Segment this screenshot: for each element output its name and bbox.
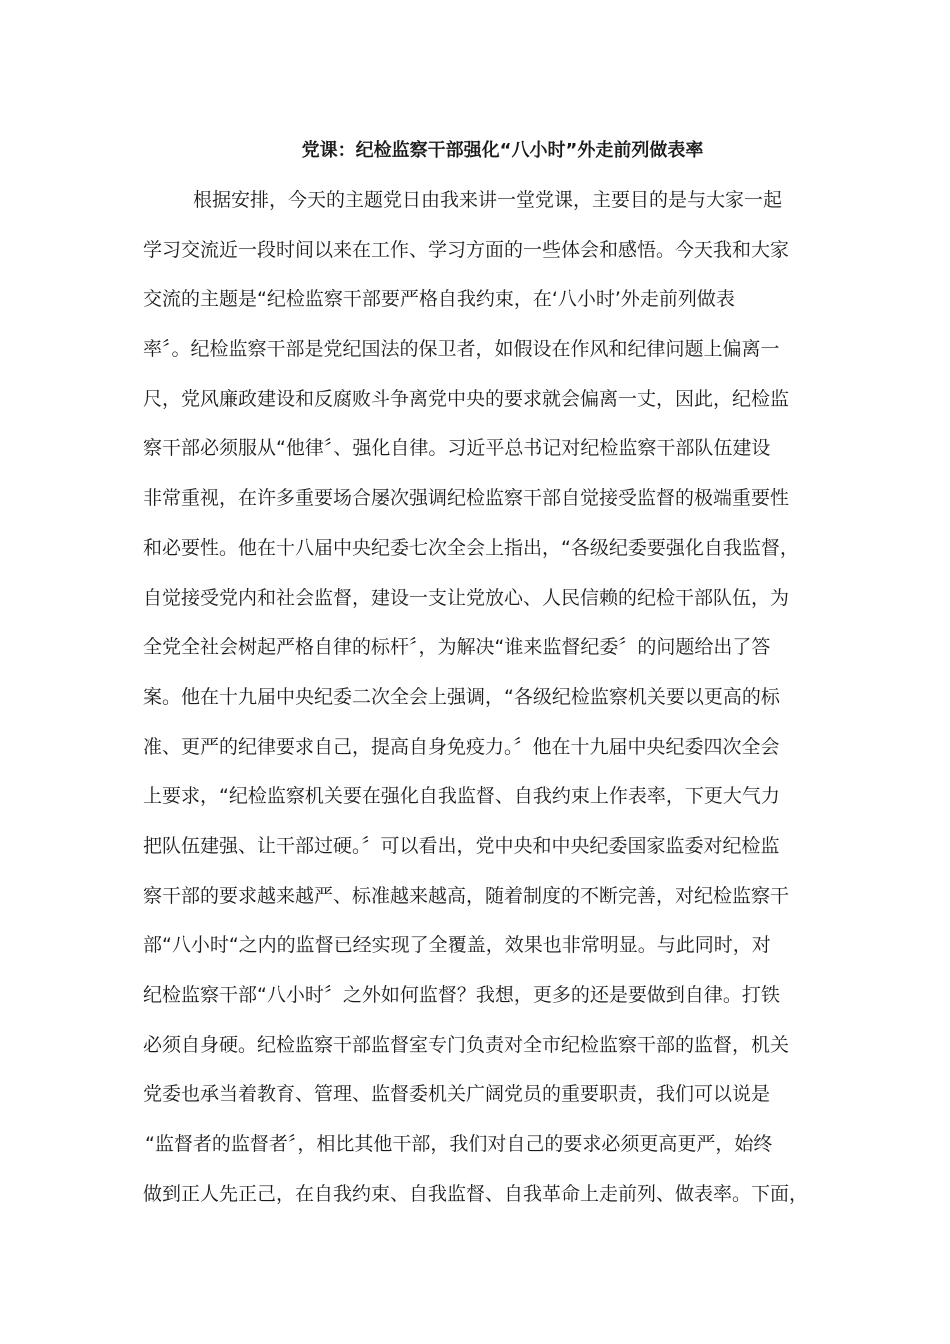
document-body: [143, 186, 813, 1229]
paragraph-line: 必须自身硬。纪检监察干部监督室专门负责对全市纪检监察干部的监督，机关: [143, 1033, 790, 1056]
paragraph-line: 察干部的要求越来越严、标准越来越高，随着制度的不断完善，对纪检监察干: [143, 884, 790, 907]
paragraph-line: 做到正人先正己，在自我约束、自我监督、自我革命上走前列、做表率。下面，: [143, 1182, 809, 1205]
paragraph-line: 全党全社会树起严格自律的标杆〞，为解决“谁来监督纪委〞的问题给出了答: [143, 636, 771, 659]
document-title: 党课：纪检监察干部强化“八小时”外走前列做表率: [301, 140, 704, 161]
paragraph-line: 上要求，“纪检监察机关要在强化自我监督、自我约束上作表率，下更大气力: [143, 785, 780, 808]
paragraph-line: 察干部必须服从“他律〞、强化自律。习近平总书记对纪检监察干部队伍建设: [143, 437, 771, 460]
paragraph-line: 学习交流近一段时间以来在工作、学习方面的一些体会和感悟。今天我和大家: [143, 238, 790, 261]
paragraph-line: 案。他在十九届中央纪委二次全会上强调，“各级纪检监察机关要以更高的标: [143, 685, 780, 708]
paragraph-line: 把队伍建强、让干部过硬。〞可以看出，党中央和中央纪委国家监委对纪检监: [143, 834, 780, 857]
paragraph-line: 纪检监察干部“八小时〞之外如何监督？我想，更多的还是要做到自律。打铁: [143, 984, 780, 1006]
paragraph-line: 率〞。纪检监察干部是党纪国法的保卫者，如假设在作风和纪律问题上偏离一: [143, 338, 780, 361]
paragraph-line: “监督者的监督者〞，相比其他干部，我们对自己的要求必须更高更严，始终: [145, 1133, 773, 1156]
paragraph-line: 根据安排，今天的主题党日由我来讲一堂党课，主要目的是与大家一起: [193, 189, 783, 211]
paragraph-line: 非常重视，在许多重要场合屡次强调纪检监察干部自觉接受监督的极端重要性: [143, 487, 790, 510]
paragraph-line: 部“八小时“之内的监督已经实现了全覆盖，效果也非常明显。与此同时，对: [143, 934, 771, 957]
paragraph-line: 党委也承当着教育、管理、监督委机关广阔党员的重要职责，我们可以说是: [143, 1083, 771, 1106]
paragraph-line: 和必要性。他在十八届中央纪委七次全会上指出，“各级纪委要强化自我监督，: [143, 536, 799, 559]
paragraph-line: 尺，党风廉政建设和反腐败斗争离党中央的要求就会偏离一丈，因此，纪检监: [143, 387, 790, 410]
paragraph-line: 交流的主题是“纪检监察干部要严格自我约束，在‘八小时’外走前列做表: [143, 288, 735, 311]
paragraph-line: 准、更严的纪律要求自己，提高自身免疫力。〞他在十九届中央纪委四次全会: [143, 735, 780, 758]
paragraph-line: 自觉接受党内和社会监督，建设一支让党放心、人民信赖的纪检干部队伍，为: [143, 586, 790, 609]
